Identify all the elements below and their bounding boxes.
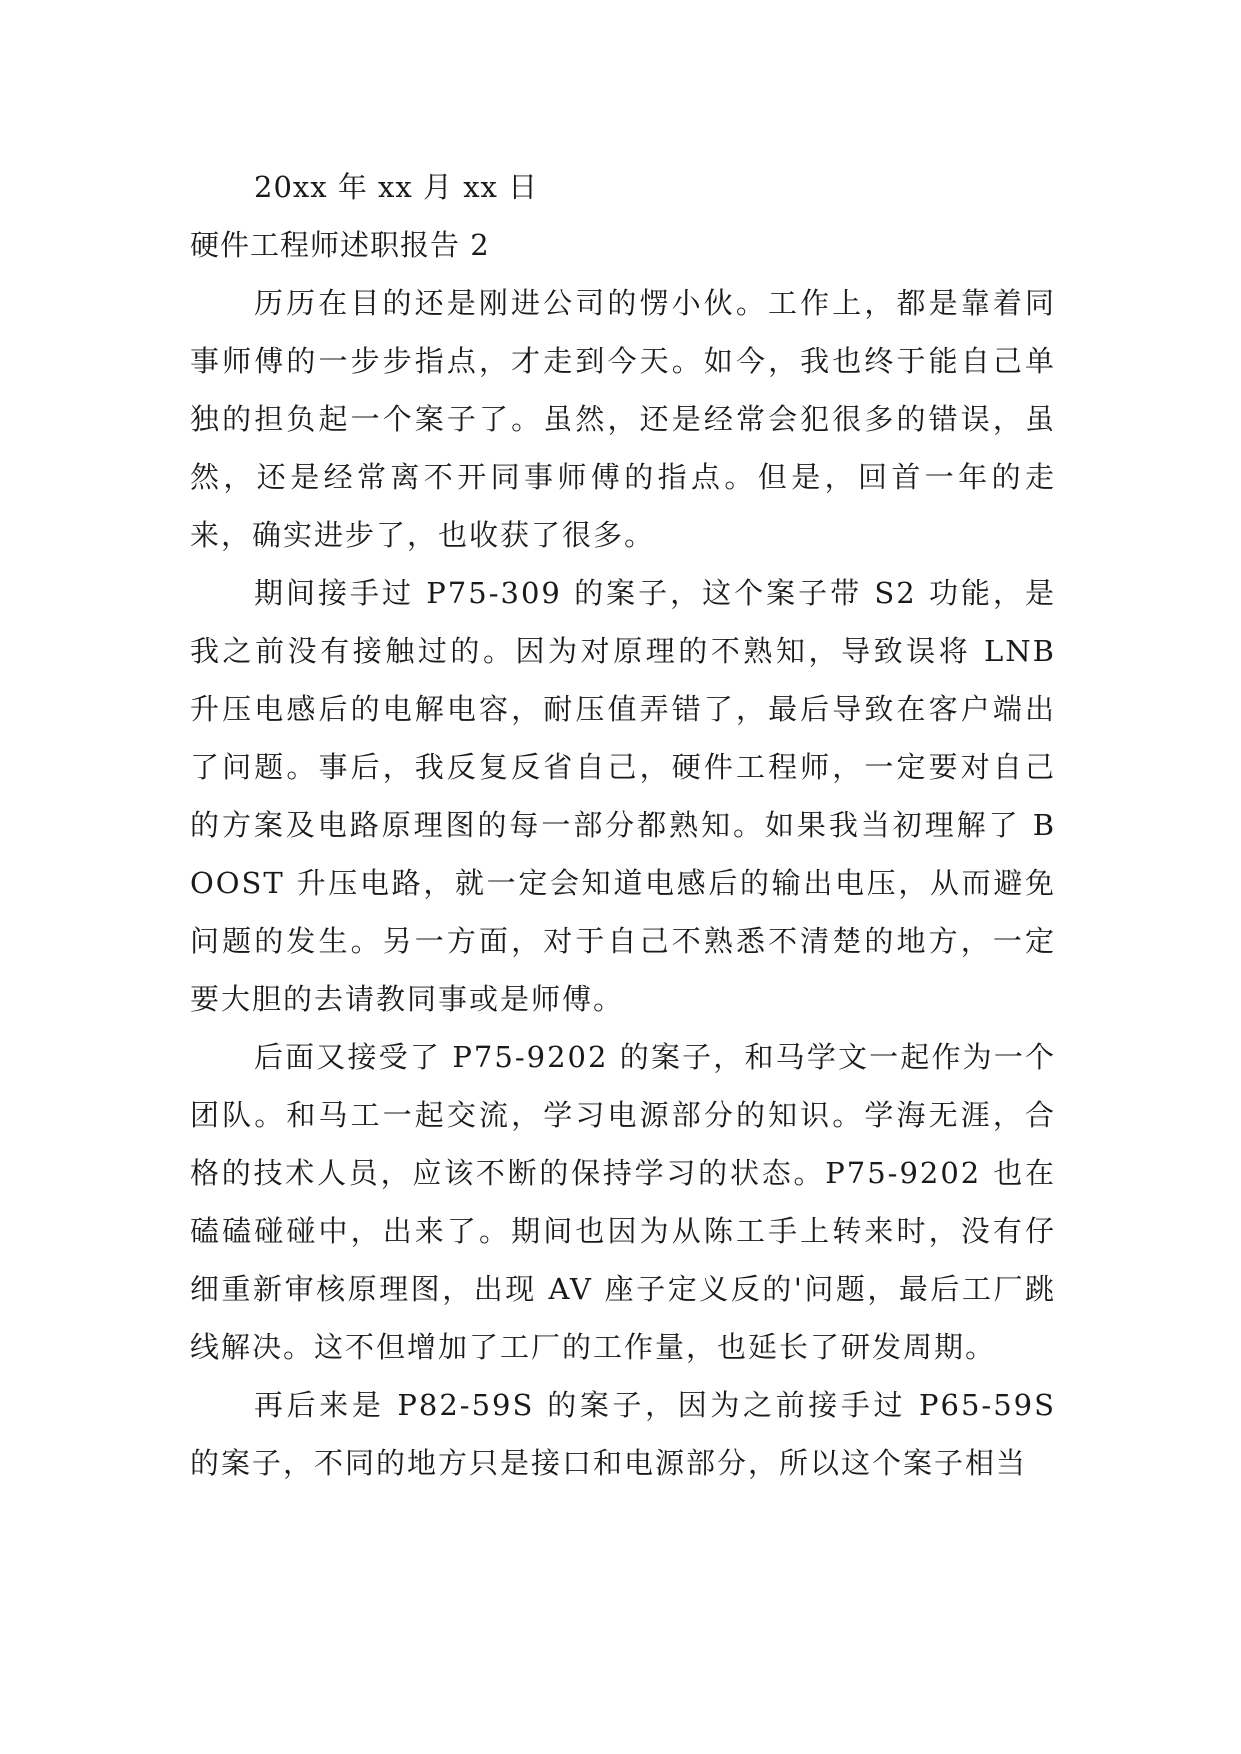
paragraph-intro: 历历在目的还是刚进公司的愣小伙。工作上，都是靠着同事师傅的一步步指点，才走到今天。如今，我也终于能自己单独的担负起一个案子了。虽然，还是经常会犯很多的错误，虽然，还是经常离不开同事师傅的指点。但是，回首一年的走来，确实进步了，也收获了很多。 bbox=[190, 286, 1056, 552]
report-title: 硬件工程师述职报告 2 bbox=[190, 228, 490, 262]
paragraph-p82-59s: 再后来是 P82-59S 的案子，因为之前接手过 P65-59S 的案子，不同的地方只是接口和电源部分，所以这个案子相当 bbox=[190, 1388, 1056, 1480]
date-line: 20xx 年 xx 月 xx 日 bbox=[254, 170, 539, 204]
document-body bbox=[190, 158, 1056, 1492]
paragraph-p75-309: 期间接手过 P75-309 的案子，这个案子带 S2 功能，是我之前没有接触过的。因为对原理的不熟知，导致误将 LNB 升压电感后的电解电容，耐压值弄错了，最后导致在客户端出了问题。事后，我反复反省自己，硬件工程师，一定要对自己的方案及电路原理图的每一部分都熟知。如果我当初理解了 BOOST 升压电路，就一定会知道电感后的输出电压，从而避免问题的发生。另一方面，对于自己不熟悉不清楚的地方，一定要大胆的去请教同事或是师傅。 bbox=[190, 576, 1056, 1016]
paragraph-p75-9202: 后面又接受了 P75-9202 的案子，和马学文一起作为一个团队。和马工一起交流，学习电源部分的知识。学海无涯，合格的技术人员，应该不断的保持学习的状态。P75-9202 也在磕磕碰碰中，出来了。期间也因为从陈工手上转来时，没有仔细重新审核原理图，出现 AV 座子定义反的'问题，最后工厂跳线解决。这不但增加了工厂的工作量，也延长了研发周期。 bbox=[190, 1040, 1056, 1364]
